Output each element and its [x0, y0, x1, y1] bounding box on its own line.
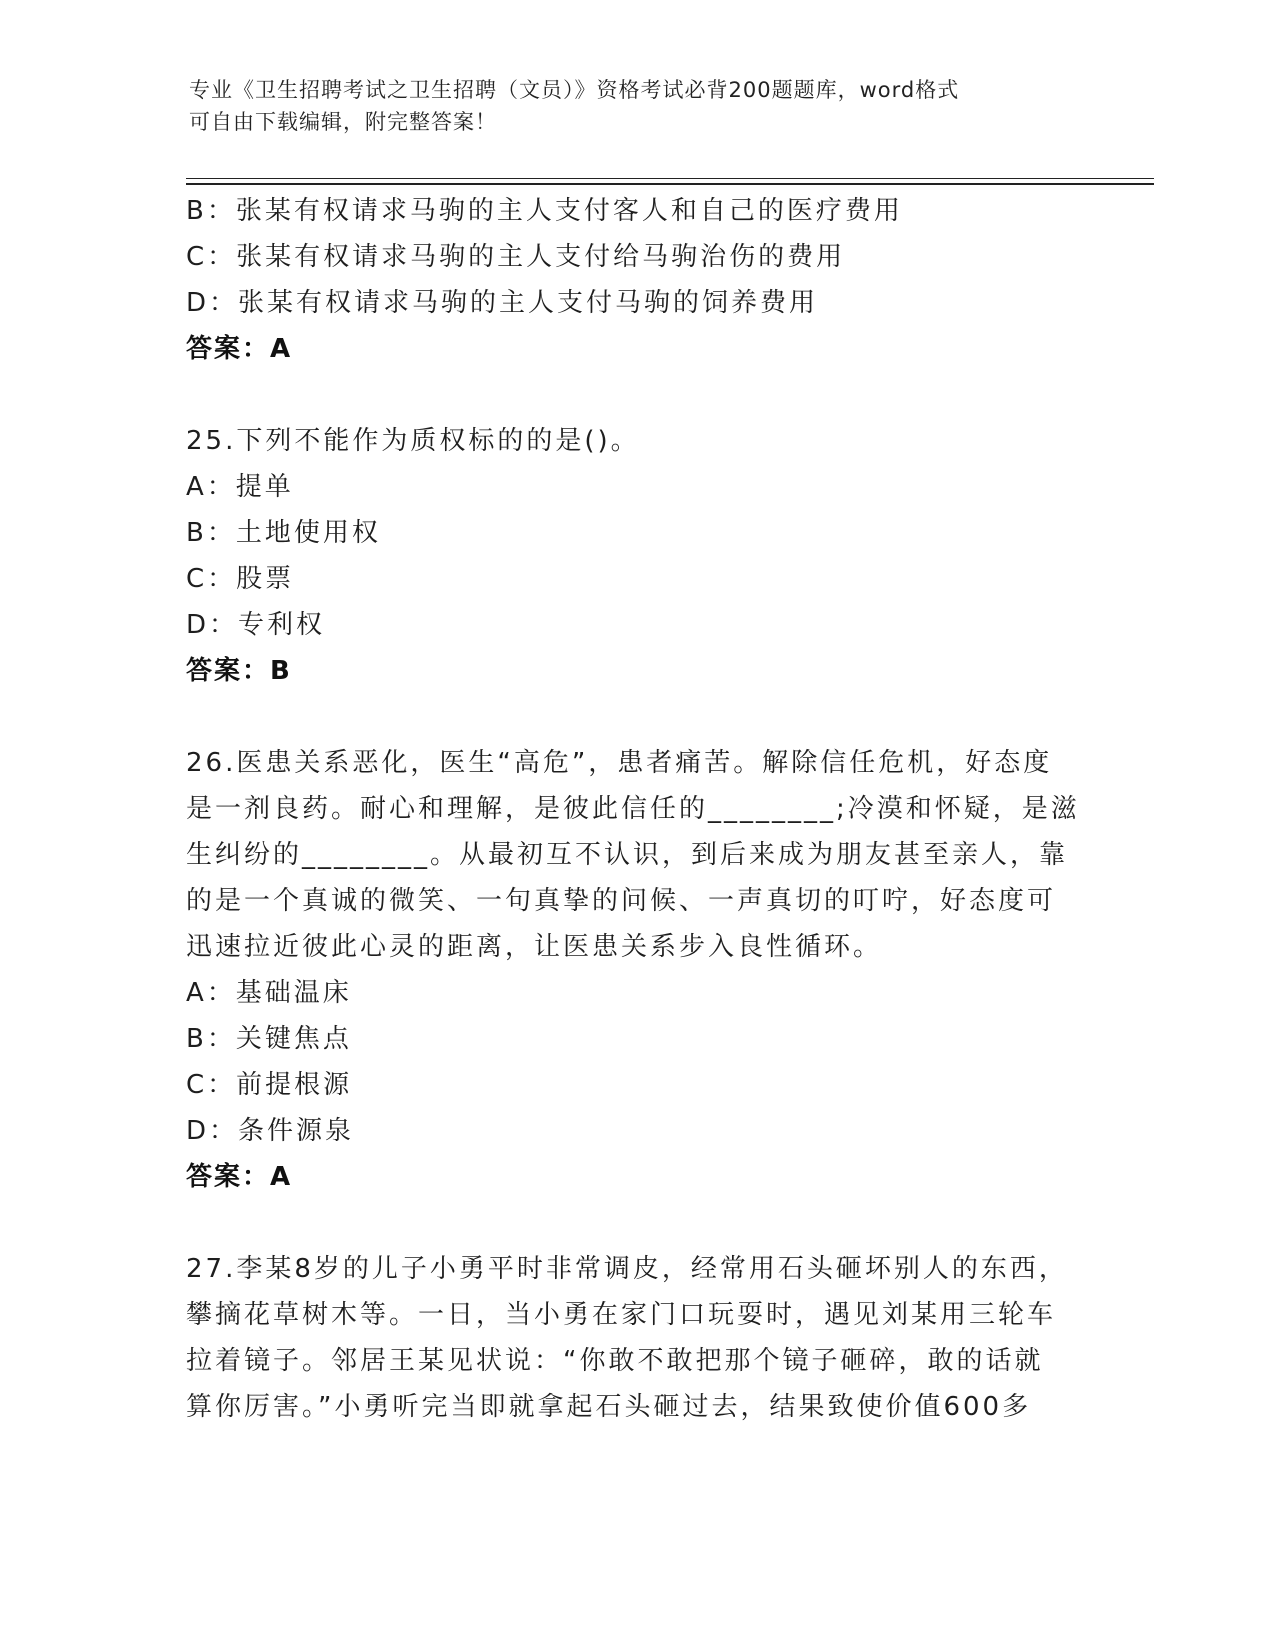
answer: 答案：A — [186, 1162, 293, 1192]
question-stem-line: 26.医患关系恶化，医生“高危”，患者痛苦。解除信任危机，好态度 — [186, 748, 1053, 778]
option-b: B：张某有权请求马驹的主人支付客人和自己的医疗费用 — [186, 196, 903, 226]
spacer — [186, 1200, 1076, 1246]
question-stem-line: 攀摘花草树木等。一日，当小勇在家门口玩耍时，遇见刘某用三轮车 — [186, 1300, 1057, 1330]
answer: 答案：B — [186, 656, 292, 686]
document-header — [189, 74, 1069, 138]
option-d: D：张某有权请求马驹的主人支付马驹的饲养费用 — [186, 288, 819, 318]
question-27 — [186, 1246, 1076, 1430]
question-stem-line: 是一剂良药。耐心和理解，是彼此信任的________;冷漠和怀疑，是滋 — [186, 794, 1080, 824]
question-stem: 25.下列不能作为质权标的的是()。 — [186, 426, 640, 456]
option-c: C：股票 — [186, 564, 295, 594]
option-a: A：提单 — [186, 472, 294, 502]
question-stem-line: 生纠纷的________。从最初互不认识，到后来成为朋友甚至亲人，靠 — [186, 840, 1069, 870]
option-d: D：专利权 — [186, 610, 326, 640]
question-26 — [186, 740, 1080, 1200]
question-stem-line: 拉着镜子。邻居王某见状说：“你敢不敢把那个镜子砸碎，敢的话就 — [186, 1346, 1044, 1376]
option-b: B：土地使用权 — [186, 518, 381, 548]
header-line-2: 可自由下载编辑，附完整答案！ — [189, 110, 497, 134]
page-content — [186, 188, 1080, 1430]
question-stem-line: 算你厉害。”小勇听完当即就拿起石头砸过去，结果致使价值600多 — [186, 1392, 1032, 1422]
question-stem-line: 迅速拉近彼此心灵的距离，让医患关系步入良性循环。 — [186, 932, 883, 962]
spacer — [186, 372, 1076, 418]
spacer — [186, 694, 1076, 740]
question-24 — [186, 188, 1076, 372]
option-a: A：基础温床 — [186, 978, 352, 1008]
question-25 — [186, 418, 1076, 694]
option-b: B：关键焦点 — [186, 1024, 352, 1054]
question-stem-line: 27.李某8岁的儿子小勇平时非常调皮，经常用石头砸坏别人的东西， — [186, 1254, 1068, 1284]
option-c: C：前提根源 — [186, 1070, 353, 1100]
header-divider — [186, 178, 1154, 185]
option-d: D：条件源泉 — [186, 1116, 355, 1146]
question-stem-line: 的是一个真诚的微笑、一句真挚的问候、一声真切的叮咛，好态度可 — [186, 886, 1057, 916]
answer: 答案：A — [186, 334, 293, 364]
option-c: C：张某有权请求马驹的主人支付给马驹治伤的费用 — [186, 242, 846, 272]
header-line-1: 专业《卫生招聘考试之卫生招聘（文员）》资格考试必背200题题库，word格式 — [189, 78, 960, 102]
